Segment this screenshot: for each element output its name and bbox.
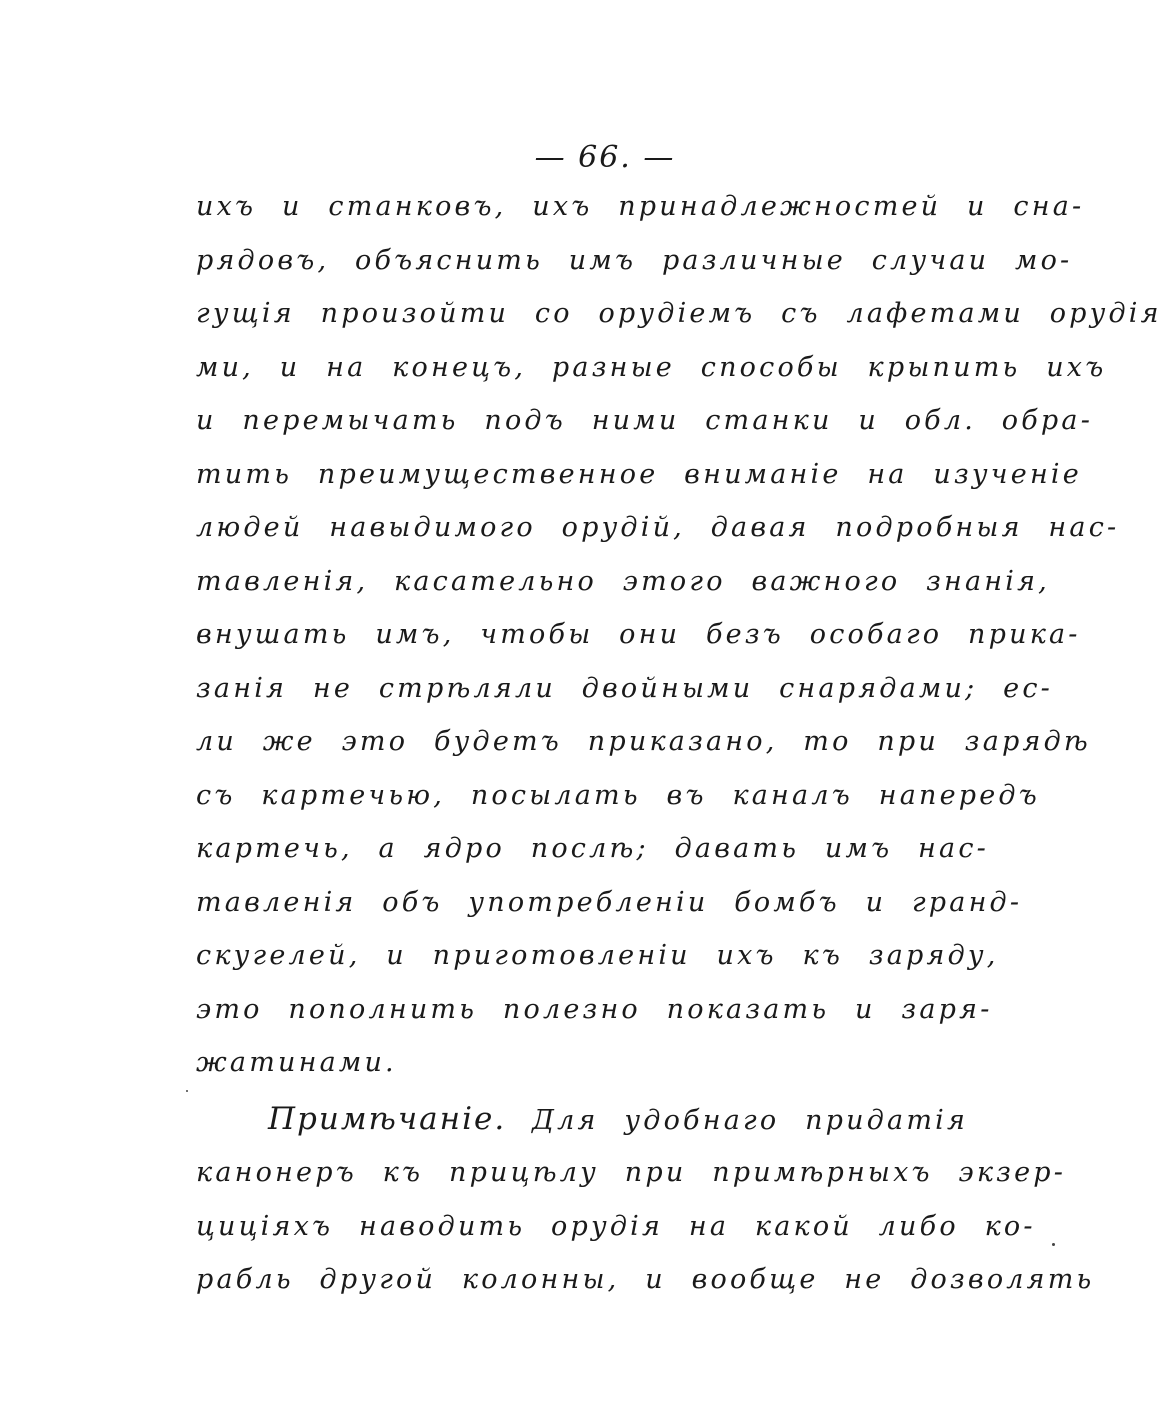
text-line: занія не стрѣляли двойными снарядами; ес- bbox=[196, 672, 1053, 704]
note-first-line bbox=[196, 1093, 1046, 1147]
text-line: ли же это будетъ приказано, то при зарядѣ bbox=[196, 726, 1091, 757]
text-line: людей навыдимого орудій, давая подробныя нас- bbox=[196, 512, 1120, 543]
text-line: тавленія объ употребленіи бомбъ и гранд- bbox=[196, 886, 1023, 918]
text-line: и перемычать подъ ними станки и обл. обра- bbox=[196, 405, 1094, 436]
note-line: рабль другой колонны, и вообще не дозволять bbox=[196, 1264, 1095, 1295]
note-heading: Примѣчаніе. bbox=[268, 1100, 507, 1137]
text-line: картечь, а ядро послѣ; давать имъ нас- bbox=[196, 833, 989, 864]
text-line: ихъ и станковъ, ихъ принадлежностей и сна- bbox=[196, 191, 1085, 222]
manuscript-body bbox=[196, 180, 1162, 1307]
ink-speck bbox=[186, 1090, 188, 1092]
text-line: рядовъ, объяснить имъ различные случаи мо- bbox=[196, 244, 1073, 276]
text-line: съ картечью, посылать въ каналъ напередъ bbox=[196, 779, 1040, 811]
note-line: цицiяхъ наводить орудія на какой либо ко- bbox=[196, 1210, 1036, 1242]
text-line: это пополнить полезно показать и заря- bbox=[196, 993, 993, 1025]
text-line: тить преимущественное вниманіе на изученіе bbox=[196, 458, 1082, 490]
text-line: гущія произойти со орудіемъ съ лафетами орудія bbox=[196, 298, 1162, 329]
note-first-line-text: Для удобнаго придатія bbox=[532, 1104, 969, 1136]
text-line: жатинами. bbox=[196, 1047, 397, 1078]
text-line: ми, и на конецъ, разные способы крыпить ихъ bbox=[196, 351, 1107, 383]
page-number: — 66. — bbox=[534, 140, 676, 175]
text-line: тавленія, касательно этого важного знанія, bbox=[196, 565, 1050, 597]
note-line: канонеръ къ прицѣлу при примѣрныхъ экзер- bbox=[196, 1157, 1067, 1188]
text-line: скугелей, и приготовленіи ихъ къ заряду, bbox=[196, 940, 999, 971]
ink-speck bbox=[1052, 1243, 1055, 1246]
text-line: внушать имъ, чтобы они безъ особаго прика- bbox=[196, 619, 1081, 650]
